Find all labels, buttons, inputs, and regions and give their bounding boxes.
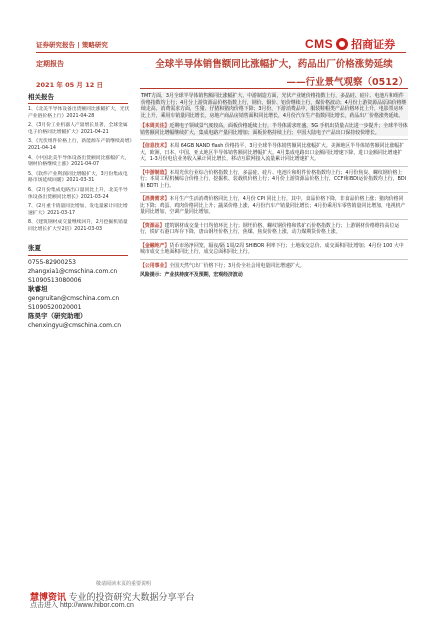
author-divider — [28, 255, 128, 256]
section-text: 建筑钢材成交量十日均值环比上行；钢坯价格、螺纹钢价格和铁矿石价格指数上行；上游钢材价格维持高位运行，铁矿石港口库存下降，唐山钢坯价格上行，焦煤、焦炭价格上涨，动力煤期货价格上涨。 — [140, 222, 400, 235]
section-resources — [140, 223, 408, 236]
title-divider — [140, 88, 408, 89]
report-subtitle: ——行业景气观察（0512） — [286, 77, 408, 88]
author-phone: 0755-82900253 — [28, 258, 76, 266]
section-divider — [140, 139, 408, 140]
section-text: 本周光伏行业综合价格指数上行，多晶硅、硅片、电池片和组件价格指数均上行；4月份焦炭、螺纹钢价格上行；本周工程机械综合价格上行，挖掘机、装载机价格上行；4月份上游资源品价格上行，CCFI和BDI运价指数均上行，BDI 和 BDTI 上行。 — [140, 169, 407, 189]
author-name: 陈昊宇（研究助理） — [28, 311, 87, 320]
brand-name: 慧博资讯 — [30, 592, 67, 602]
section-focus — [140, 123, 408, 136]
author-cert: S1090513080006 — [28, 276, 82, 284]
doc-type: 定期报告 — [36, 60, 64, 68]
sidebar-divider — [28, 103, 128, 104]
section-utilities — [140, 263, 408, 270]
section-text: 全国天然气出厂价格下行；3月份全社会用电量同比增速扩大。 — [169, 262, 305, 269]
section-tag: 【公用事业】 — [140, 262, 170, 269]
section-divider — [140, 192, 408, 193]
risk-warning: 风险提示：产业扶持度不及预期，宏观经济波动 — [140, 272, 243, 278]
section-tag: 【信息技术】 — [140, 143, 170, 149]
logo-mark-text: CMS — [305, 37, 334, 51]
section-divider — [140, 166, 408, 167]
disclaimer: 敬请阅读末页的重要说明 — [96, 581, 152, 587]
logo-circle-icon — [336, 38, 348, 50]
section-text: 货币市场净回笼，隔夜/隔 1周/2周 SHIBOR 利率下行；土地成交总价、成交面积同比增加；4月份 100 大中城市成交土地面积同比上行，成交总面积同比上行。 — [140, 242, 404, 255]
section-text: 本月生产生活消费价格同比上行，4月份 CPI 同比上行，其中，食品价格下降，非食品价格上涨；猪肉价格同比下降；鸡蛋、鸡肉价格同比上升；蔬菜价格上涨，4月份汽车产销量同比增长；4月份乘用车零售销量同比增加，电视机产量同比增加，空调产量同比增加。 — [140, 196, 406, 215]
author-email[interactable]: chenxingyu@cmschina.com.cn — [28, 321, 122, 329]
section-divider — [140, 259, 408, 260]
author-cert: S1090520020001 — [28, 303, 82, 311]
related-reports-heading: 相关报告 — [28, 93, 54, 101]
related-report-item[interactable]: 8、《建筑钢材成交量继续回升，2月挖掘机销量同比增长扩大至2倍》2021-03-03 — [28, 220, 128, 232]
section-tag: 【金融地产】 — [140, 242, 170, 249]
report-category: 证券研究报告 | 策略研究 — [36, 41, 108, 49]
author-name: 耿睿坦 — [28, 284, 48, 293]
related-report-item[interactable]: 5、《软件产业利润同比增幅扩大，3月份集成电路市场延续回暖》2021-03-31 — [28, 171, 128, 184]
author-block — [28, 244, 132, 330]
section-finance — [140, 243, 408, 256]
author-email[interactable]: gengruitan@cmschina.com.cn — [28, 294, 120, 302]
section-text: 近期电子领域景气度较高，面板价格延续上行，半导体需求旺盛，5G 手机出货量占比进一步提升；全球半导体销售额同比增幅继续扩大，集成电路产量同比增加；面板价格持续上行；中国大陆电子产品出口保持较快增长。 — [140, 123, 408, 136]
header-divider — [36, 52, 406, 53]
section-tag: 【中游制造】 — [140, 169, 170, 176]
section-consumption — [140, 196, 408, 216]
section-tag: 【本周关注】 — [140, 123, 170, 129]
section-tag: 【消费需求】 — [140, 196, 170, 202]
logo-company-name: 招商证券 — [351, 39, 396, 51]
brand-tagline: 专业的投资研究大数据分享平台 — [66, 592, 195, 602]
related-report-item[interactable]: 3、《光伏组件价格上行，新能源车产销继续高增》2021-04-14 — [28, 139, 132, 151]
related-report-item[interactable]: 7、《2月重卡销量同比增加，发电量累计同比增速扩大》2021-03-17 — [28, 204, 128, 216]
report-title: 全球半导体销售额同比涨幅扩大，药品出厂价格涨势延续 — [155, 59, 393, 70]
section-divider — [140, 239, 408, 240]
related-report-item[interactable]: 6、《2月份集成电路出口量同比上升，北美半导体设备出货额同比增长》2021-03-24 — [28, 187, 128, 200]
section-midstream — [140, 170, 408, 190]
related-report-item[interactable]: 2、《3月份工业机器人产量增长显著，全球金属电子价格同比增幅扩大》2021-04-21 — [28, 123, 128, 135]
section-divider — [140, 219, 408, 220]
intro-paragraph: TMT方面，3月全球半导体销售额同比涨幅扩大，中游制造方面，光伏产业链价格指数上行，多晶硅、硅片、电池片和组件价格指数均上行；4月分上游资源品价格指数上行，钢价、铜价、铝价继续上行，煤价格波动；4月份上游资源品原油价格继续走高，消费需求方面，生猪、仔猪和猪肉价格下降；3月份，下游消费品中，服装鞋帽类产品价格环比上升，电影票房环比上升，乘用车销量同比增长，房地产商品房销售面积同比增长，4月份汽车生产指数同比增长，药品出厂价格涨势延续。 — [141, 93, 407, 119]
author-email[interactable]: zhangxia1@cmschina.com.cn — [28, 267, 118, 275]
section-it — [140, 143, 408, 163]
cms-logo — [305, 36, 395, 52]
main-content — [140, 92, 408, 282]
section-tag: 【资源品】 — [140, 222, 165, 229]
brand-url[interactable]: 点击进入 http://www.hibor.com.cn — [30, 602, 134, 609]
related-report-item[interactable]: 4、《中国北美半导体设备出货额同比涨幅扩大，钢材价格继续上涨》2021-04-07 — [28, 155, 130, 168]
sidebar — [28, 92, 132, 330]
author-name: 张夏 — [28, 243, 41, 252]
report-date: 2021 年 05 月 12 日 — [36, 81, 103, 89]
related-report-item[interactable]: 1、《北美半导体设备出货额同比涨幅扩大，光伏产业链价格上行》2021-04-28 — [28, 107, 130, 119]
section-text: 本周 64GB NAND flash 价格持平，3月全球半导体销售额同比涨幅扩大。美洲地区半导体销售额同比涨幅扩大，欧洲、日本、中国、亚太地区半导体销售额同比增幅扩大。4月集成电路出口金额同比增速下降，进口金额同比增速扩大，1-3月份电信业务收入累计同比增长，移动互联网接入流量累计同比增速扩大。 — [140, 143, 405, 162]
